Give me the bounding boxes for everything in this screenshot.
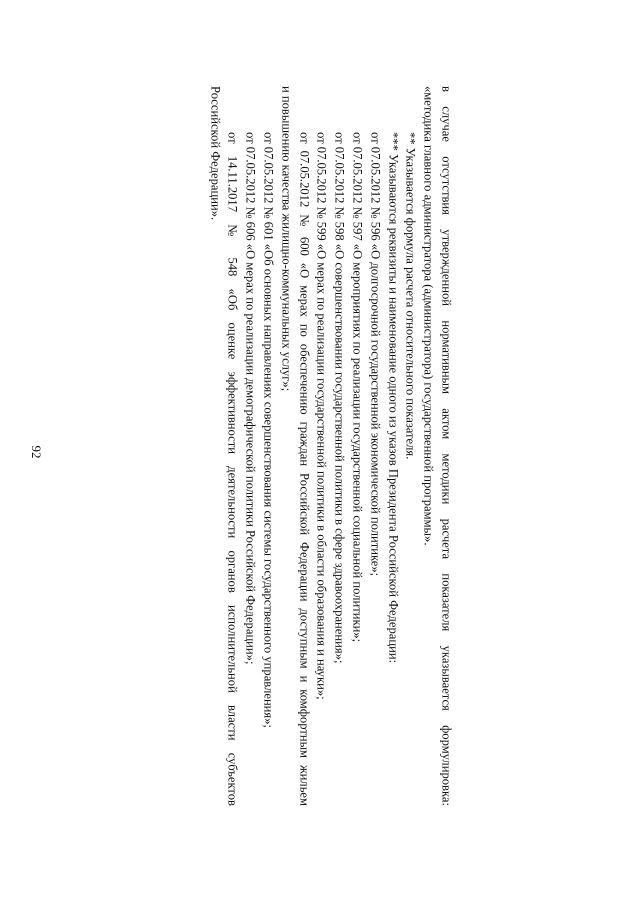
decree-line: от 07.05.2012 № 600 «О мерах по обеспечению граждан Российской Федерации доступным и комфортным жильем: [297, 132, 312, 806]
text-line: «методика главного администратора (администратора) государственной программы».: [421, 86, 436, 546]
decree-line: от 07.05.2012 № 601 «Об основных направлениях совершенствования системы государственного управления»;: [261, 132, 276, 729]
decree-line: от 07.05.2012 № 599 «О мерах по реализации государственной политики в области образования и науки»;: [315, 132, 329, 700]
decree-line: от 07.05.2012 № 606 «О мерах по реализации демографической политики Российской Федерации»;: [243, 132, 258, 665]
text-line: ** Указывается формула расчета относительного показателя.: [403, 132, 418, 460]
footnotes-block: [205, 86, 454, 806]
page-number: 92: [29, 445, 44, 459]
text-line: и повышению качества жилищно-коммунальных услуг»;: [279, 86, 294, 392]
text-line: в случае отсутствия утвержденной нормативным актом методики расчета показателя указывается формулировка:: [439, 86, 454, 806]
decree-line: от 07.05.2012 № 598 «О совершенствовании государственной политики в сфере здравоохранения»;: [332, 132, 347, 664]
text-line: *** Указываются реквизиты и наименование одного из указов Президента Российской Федерации:: [386, 132, 401, 664]
decree-line: от 14.11.2017 № 548 «Об оценке эффективности деятельности органов исполнительной власти субъектов: [226, 132, 241, 806]
decree-line: от 07.05.2012 № 597 «О мероприятиях по реализации государственной социальной политики»;: [350, 132, 365, 643]
decree-line: от 07.05.2012 № 596 «О долгосрочной государственной экономической политике»;: [368, 132, 383, 577]
text-line: Российской Федерации».: [208, 86, 223, 221]
